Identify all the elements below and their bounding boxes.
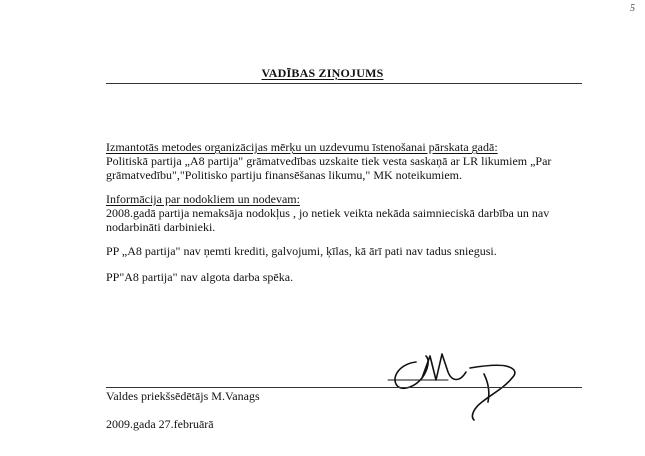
document-date: 2009.gada 27.februārā [106,417,214,431]
section-methods-heading: Izmantotās metodes organizācijas mērķu un uzdevumu īstenošanai pārskata gadā: [106,140,498,154]
section-taxes-heading: Informācija par nodokliem un nodevam: [106,192,300,206]
title-rule [106,83,582,84]
signature-rule [106,387,582,388]
page-number: 5 [630,3,635,14]
paragraph-employees: PP"A8 partija" nav algota darba spēka. [106,270,294,284]
section-taxes-line-2: nodarbināti darbinieki. [106,220,216,234]
section-taxes-line-1: 2008.gadā partija nemaksāja nodokļus , jo netiek veikta nekāda saimnieciskā darbība un nav [106,206,550,220]
page-title: VADĪBAS ZIŅOJUMS [261,66,384,80]
signatory-role: Valdes priekšsēdētājs M.Vanags [106,389,260,403]
section-methods-line-1: Politiskā partija „A8 partija" grāmatvedības uzskaite tiek vesta saskaņā ar LR likumiem „Par [106,154,552,168]
paragraph-credits: PP „A8 partija" nav ņemti krediti, galvojumi, ķīlas, kā ārī pati nav tadus sniegusi. [106,244,497,258]
section-methods-line-2: grāmatvedību","Politisko partiju finansēšanas likumu," MK noteikumiem. [106,168,462,182]
handwritten-signature [378,342,538,427]
